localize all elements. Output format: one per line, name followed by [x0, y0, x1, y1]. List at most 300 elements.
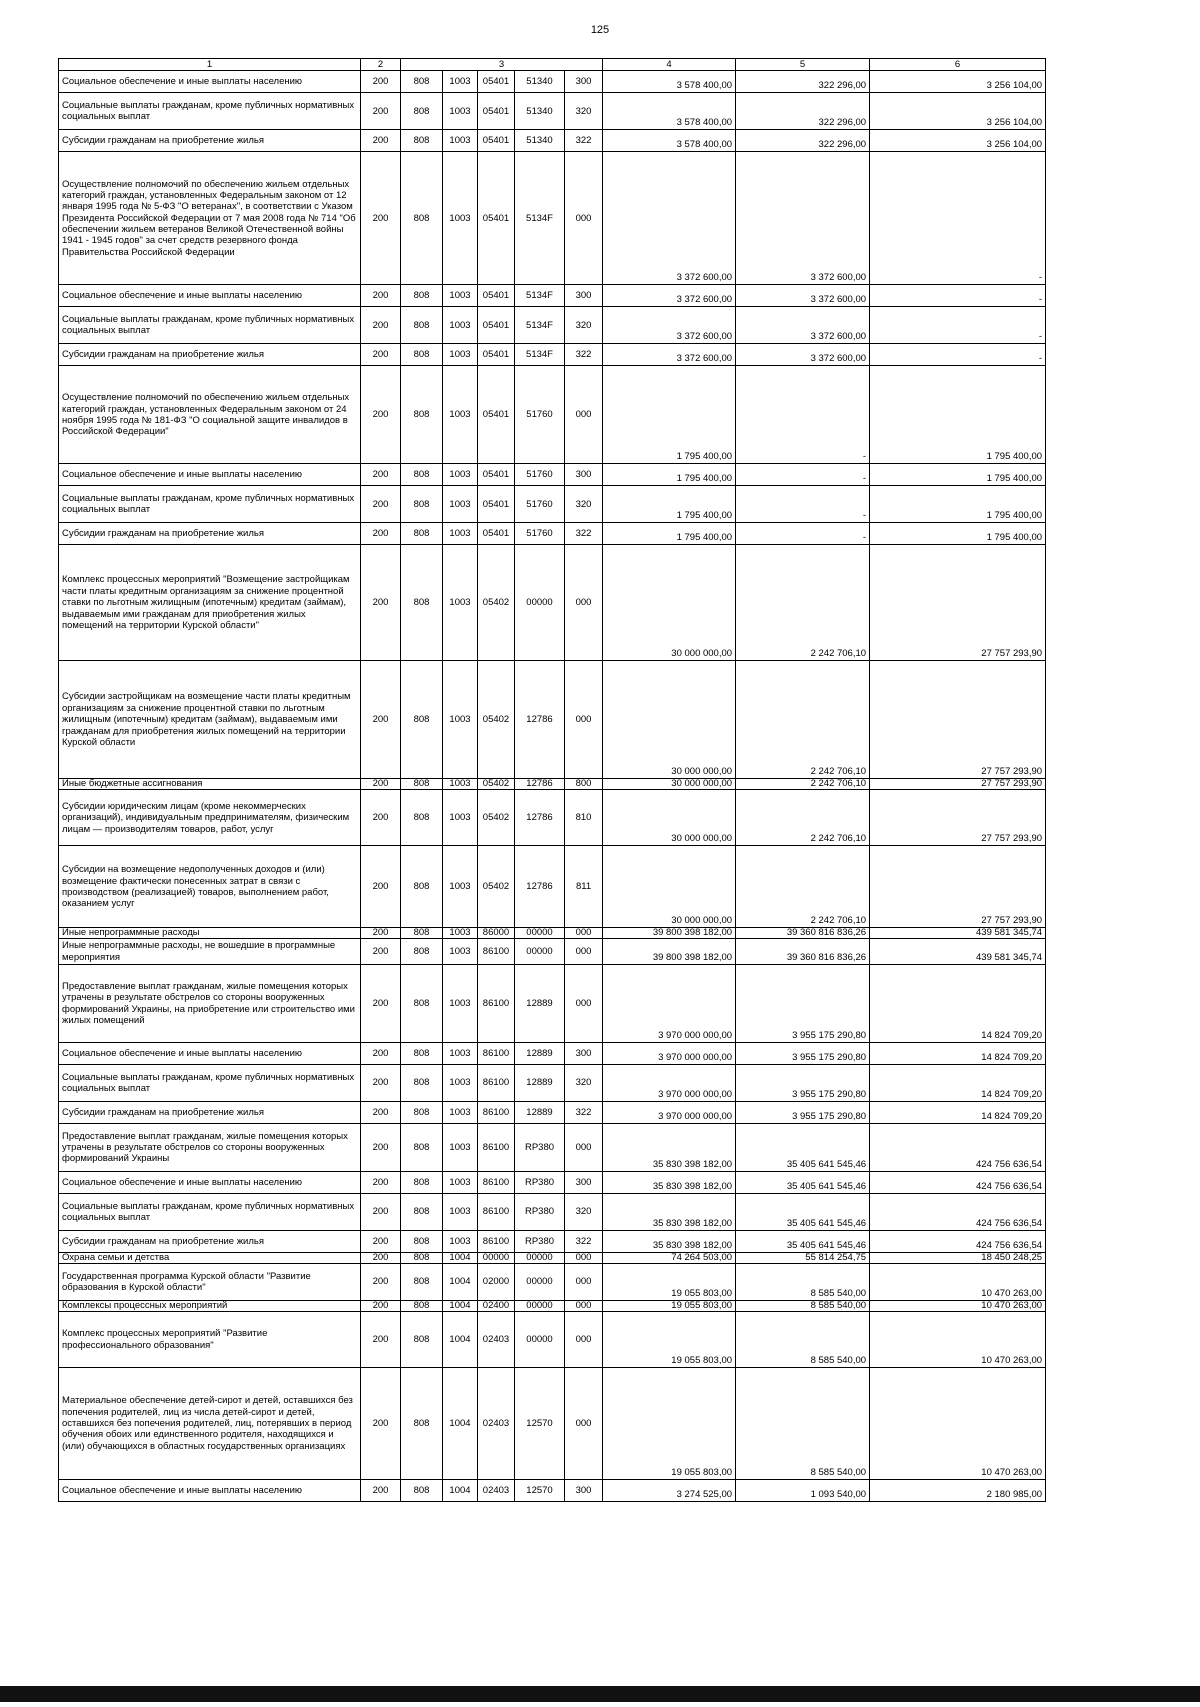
row-col-2: 200	[361, 486, 401, 523]
table-row	[59, 285, 1046, 307]
row-code-type: 000	[565, 545, 603, 661]
row-code-section: 1003	[443, 1172, 478, 1194]
header-col-4: 4	[603, 59, 736, 71]
row-code-type: 000	[565, 928, 603, 939]
row-value-4: 74 264 503,00	[603, 1253, 736, 1264]
row-code-program: 05402	[478, 661, 515, 779]
row-code-section: 1003	[443, 307, 478, 344]
row-value-4: 3 578 400,00	[603, 71, 736, 93]
row-value-4: 1 795 400,00	[603, 366, 736, 464]
row-code-section: 1003	[443, 965, 478, 1043]
row-code-admin: 808	[401, 939, 443, 965]
row-col-2: 200	[361, 1124, 401, 1172]
row-name: Социальное обеспечение и иные выплаты населению	[59, 71, 361, 93]
table-row	[59, 1172, 1046, 1194]
row-code-admin: 808	[401, 1124, 443, 1172]
row-col-2: 200	[361, 779, 401, 790]
row-name: Социальное обеспечение и иные выплаты населению	[59, 285, 361, 307]
row-value-6: 424 756 636,54	[870, 1194, 1046, 1231]
row-code-type: 000	[565, 1301, 603, 1312]
row-name: Материальное обеспечение детей-сирот и детей, оставшихся без попечения родителей, лиц из числа детей-сирот и детей, оставшихся без попечения родителей, лиц, потерявших в период обучения обоих или единственного родителя, находящихся и (или) обучающихся в областных государственных организациях	[59, 1368, 361, 1480]
table-row	[59, 523, 1046, 545]
row-code-direction: 51760	[515, 464, 565, 486]
row-code-type: 300	[565, 1480, 603, 1502]
row-col-2: 200	[361, 1102, 401, 1124]
row-value-5: 2 242 706,10	[736, 661, 870, 779]
row-code-type: 320	[565, 307, 603, 344]
row-value-5: -	[736, 486, 870, 523]
row-value-5: 3 955 175 290,80	[736, 965, 870, 1043]
table-row	[59, 1231, 1046, 1253]
table-row	[59, 130, 1046, 152]
row-value-6: 14 824 709,20	[870, 1102, 1046, 1124]
row-value-4: 19 055 803,00	[603, 1368, 736, 1480]
row-col-2: 200	[361, 464, 401, 486]
row-value-5: 2 242 706,10	[736, 545, 870, 661]
row-col-2: 200	[361, 285, 401, 307]
row-code-section: 1003	[443, 846, 478, 928]
row-col-2: 200	[361, 1231, 401, 1253]
row-value-6: -	[870, 285, 1046, 307]
header-col-6: 6	[870, 59, 1046, 71]
row-code-admin: 808	[401, 344, 443, 366]
row-code-type: 300	[565, 71, 603, 93]
row-code-type: 322	[565, 1102, 603, 1124]
row-col-2: 200	[361, 130, 401, 152]
row-code-admin: 808	[401, 1043, 443, 1065]
row-code-direction: RP380	[515, 1172, 565, 1194]
row-value-5: 322 296,00	[736, 130, 870, 152]
row-code-section: 1004	[443, 1253, 478, 1264]
row-value-6: 439 581 345,74	[870, 939, 1046, 965]
row-value-4: 35 830 398 182,00	[603, 1124, 736, 1172]
row-col-2: 200	[361, 846, 401, 928]
row-code-direction: 00000	[515, 939, 565, 965]
row-code-direction: 51340	[515, 93, 565, 130]
row-value-6: 424 756 636,54	[870, 1231, 1046, 1253]
row-code-admin: 808	[401, 779, 443, 790]
row-value-5: 3 372 600,00	[736, 307, 870, 344]
row-code-direction: 51760	[515, 486, 565, 523]
row-code-direction: 12889	[515, 1043, 565, 1065]
row-value-6: 27 757 293,90	[870, 779, 1046, 790]
table-row	[59, 152, 1046, 285]
row-value-5: 39 360 816 836,26	[736, 939, 870, 965]
row-value-4: 35 830 398 182,00	[603, 1172, 736, 1194]
table-row	[59, 486, 1046, 523]
row-code-program: 86100	[478, 1194, 515, 1231]
row-name: Иные бюджетные ассигнования	[59, 779, 361, 790]
table-row	[59, 790, 1046, 846]
row-name: Субсидии юридическим лицам (кроме некоммерческих организаций), индивидуальным предпринимателям, физическим лицам — производителям товаров, работ, услуг	[59, 790, 361, 846]
row-code-program: 02403	[478, 1312, 515, 1368]
row-value-6: 439 581 345,74	[870, 928, 1046, 939]
row-name: Субсидии гражданам на приобретение жилья	[59, 130, 361, 152]
row-code-direction: RP380	[515, 1124, 565, 1172]
row-col-2: 200	[361, 523, 401, 545]
row-code-admin: 808	[401, 1231, 443, 1253]
row-code-program: 05401	[478, 93, 515, 130]
row-code-program: 86100	[478, 1231, 515, 1253]
row-code-section: 1003	[443, 71, 478, 93]
row-code-section: 1004	[443, 1480, 478, 1502]
row-code-admin: 808	[401, 928, 443, 939]
row-code-program: 05401	[478, 71, 515, 93]
row-code-direction: 5134F	[515, 344, 565, 366]
row-code-program: 05402	[478, 790, 515, 846]
row-code-admin: 808	[401, 523, 443, 545]
row-code-section: 1003	[443, 285, 478, 307]
table-row	[59, 1194, 1046, 1231]
table-row	[59, 1264, 1046, 1301]
row-value-4: 3 970 000 000,00	[603, 1102, 736, 1124]
row-code-program: 86100	[478, 1102, 515, 1124]
row-code-program: 05402	[478, 779, 515, 790]
row-code-program: 86100	[478, 1043, 515, 1065]
row-value-6: 1 795 400,00	[870, 464, 1046, 486]
row-value-5: 3 372 600,00	[736, 344, 870, 366]
row-value-6: 27 757 293,90	[870, 790, 1046, 846]
page-number: 125	[590, 24, 610, 36]
table-row	[59, 545, 1046, 661]
row-value-5: 2 242 706,10	[736, 846, 870, 928]
table-row	[59, 1253, 1046, 1264]
row-name: Осуществление полномочий по обеспечению жильем отдельных категорий граждан, установленных Федеральным законом от 24 ноября 1995 года № 181-ФЗ "О социальной защите инвалидов в Российской Федерации"	[59, 366, 361, 464]
row-code-type: 810	[565, 790, 603, 846]
row-code-type: 320	[565, 1194, 603, 1231]
row-code-admin: 808	[401, 1172, 443, 1194]
row-name: Комплексы процессных мероприятий	[59, 1301, 361, 1312]
row-value-6: 3 256 104,00	[870, 130, 1046, 152]
table-row	[59, 1043, 1046, 1065]
row-code-admin: 808	[401, 790, 443, 846]
row-code-section: 1003	[443, 1124, 478, 1172]
row-value-4: 1 795 400,00	[603, 486, 736, 523]
table-row	[59, 965, 1046, 1043]
row-code-program: 05401	[478, 130, 515, 152]
table-row	[59, 344, 1046, 366]
row-value-5: 1 093 540,00	[736, 1480, 870, 1502]
row-value-6: -	[870, 152, 1046, 285]
row-code-admin: 808	[401, 285, 443, 307]
row-code-type: 000	[565, 1253, 603, 1264]
row-code-admin: 808	[401, 93, 443, 130]
header-col-3: 3	[401, 59, 603, 71]
row-code-program: 05401	[478, 523, 515, 545]
row-code-section: 1003	[443, 523, 478, 545]
row-code-section: 1003	[443, 1102, 478, 1124]
row-name: Иные непрограммные расходы	[59, 928, 361, 939]
row-code-section: 1003	[443, 790, 478, 846]
header-row	[59, 59, 1046, 71]
row-name: Комплекс процессных мероприятий "Развитие профессионального образования"	[59, 1312, 361, 1368]
row-name: Социальные выплаты гражданам, кроме публичных нормативных социальных выплат	[59, 1194, 361, 1231]
row-code-type: 000	[565, 1312, 603, 1368]
row-code-type: 322	[565, 523, 603, 545]
row-col-2: 200	[361, 1043, 401, 1065]
row-code-admin: 808	[401, 1480, 443, 1502]
row-code-admin: 808	[401, 846, 443, 928]
row-name: Социальное обеспечение и иные выплаты населению	[59, 1480, 361, 1502]
row-code-type: 322	[565, 344, 603, 366]
row-value-5: 2 242 706,10	[736, 779, 870, 790]
row-value-5: 3 955 175 290,80	[736, 1102, 870, 1124]
row-name: Предоставление выплат гражданам, жилые помещения которых утрачены в результате обстрелов со стороны вооруженных формирований Украины, на приобретение или строительство ими жилых помещений	[59, 965, 361, 1043]
row-code-type: 322	[565, 130, 603, 152]
row-code-direction: 00000	[515, 1264, 565, 1301]
row-code-admin: 808	[401, 464, 443, 486]
row-code-section: 1003	[443, 1231, 478, 1253]
row-value-5: 3 955 175 290,80	[736, 1065, 870, 1102]
row-code-admin: 808	[401, 1368, 443, 1480]
row-code-section: 1004	[443, 1301, 478, 1312]
table-row	[59, 366, 1046, 464]
row-name: Социальные выплаты гражданам, кроме публичных нормативных социальных выплат	[59, 1065, 361, 1102]
row-value-5: 3 372 600,00	[736, 152, 870, 285]
row-code-type: 000	[565, 661, 603, 779]
row-code-type: 300	[565, 1172, 603, 1194]
row-code-section: 1004	[443, 1312, 478, 1368]
row-code-program: 05401	[478, 344, 515, 366]
row-col-2: 200	[361, 545, 401, 661]
row-code-program: 86100	[478, 1124, 515, 1172]
row-code-direction: 51340	[515, 71, 565, 93]
table-row	[59, 1312, 1046, 1368]
row-code-section: 1003	[443, 93, 478, 130]
row-value-5: 35 405 641 545,46	[736, 1124, 870, 1172]
row-code-section: 1003	[443, 152, 478, 285]
row-value-5: 35 405 641 545,46	[736, 1194, 870, 1231]
row-code-direction: RP380	[515, 1231, 565, 1253]
row-code-program: 02403	[478, 1480, 515, 1502]
row-value-6: 1 795 400,00	[870, 523, 1046, 545]
row-code-direction: 00000	[515, 545, 565, 661]
table-row	[59, 464, 1046, 486]
row-value-4: 3 970 000 000,00	[603, 1043, 736, 1065]
row-code-admin: 808	[401, 1065, 443, 1102]
row-value-6: 1 795 400,00	[870, 486, 1046, 523]
table-row	[59, 1368, 1046, 1480]
row-name: Охрана семьи и детства	[59, 1253, 361, 1264]
row-value-5: 3 955 175 290,80	[736, 1043, 870, 1065]
row-code-section: 1003	[443, 779, 478, 790]
row-value-4: 19 055 803,00	[603, 1264, 736, 1301]
row-code-admin: 808	[401, 1102, 443, 1124]
row-code-section: 1003	[443, 366, 478, 464]
row-code-admin: 808	[401, 366, 443, 464]
row-value-5: 2 242 706,10	[736, 790, 870, 846]
table-row	[59, 1480, 1046, 1502]
row-code-type: 322	[565, 1231, 603, 1253]
row-code-type: 000	[565, 1368, 603, 1480]
row-code-type: 800	[565, 779, 603, 790]
row-name: Субсидии гражданам на приобретение жилья	[59, 523, 361, 545]
row-col-2: 200	[361, 1312, 401, 1368]
row-col-2: 200	[361, 307, 401, 344]
table-row	[59, 1124, 1046, 1172]
table-row	[59, 939, 1046, 965]
row-code-direction: 51760	[515, 366, 565, 464]
row-code-direction: 12786	[515, 790, 565, 846]
budget-table-body	[59, 59, 1046, 1502]
row-col-2: 200	[361, 965, 401, 1043]
row-value-4: 1 795 400,00	[603, 464, 736, 486]
row-value-6: 27 757 293,90	[870, 846, 1046, 928]
row-value-4: 19 055 803,00	[603, 1301, 736, 1312]
row-code-program: 05401	[478, 366, 515, 464]
row-code-program: 05401	[478, 152, 515, 285]
header-col-1: 1	[59, 59, 361, 71]
row-code-admin: 808	[401, 152, 443, 285]
row-value-4: 35 830 398 182,00	[603, 1231, 736, 1253]
row-value-6: 14 824 709,20	[870, 965, 1046, 1043]
row-code-type: 320	[565, 486, 603, 523]
row-col-2: 200	[361, 93, 401, 130]
row-value-6: -	[870, 307, 1046, 344]
table-row	[59, 928, 1046, 939]
row-value-6: 10 470 263,00	[870, 1301, 1046, 1312]
row-code-admin: 808	[401, 965, 443, 1043]
table-row	[59, 1065, 1046, 1102]
row-value-4: 3 970 000 000,00	[603, 965, 736, 1043]
row-code-admin: 808	[401, 1194, 443, 1231]
row-name: Социальные выплаты гражданам, кроме публичных нормативных социальных выплат	[59, 307, 361, 344]
row-value-5: -	[736, 366, 870, 464]
row-code-program: 05402	[478, 846, 515, 928]
row-code-program: 86100	[478, 1065, 515, 1102]
row-code-direction: 00000	[515, 1312, 565, 1368]
row-code-section: 1003	[443, 545, 478, 661]
row-col-2: 200	[361, 790, 401, 846]
row-value-4: 3 578 400,00	[603, 93, 736, 130]
row-value-6: 27 757 293,90	[870, 661, 1046, 779]
row-code-program: 02403	[478, 1368, 515, 1480]
row-value-5: 35 405 641 545,46	[736, 1231, 870, 1253]
row-col-2: 200	[361, 939, 401, 965]
row-code-direction: 00000	[515, 928, 565, 939]
row-code-section: 1003	[443, 344, 478, 366]
table-row	[59, 1102, 1046, 1124]
row-code-direction: 12570	[515, 1480, 565, 1502]
row-code-type: 000	[565, 1264, 603, 1301]
row-code-section: 1003	[443, 464, 478, 486]
row-code-type: 300	[565, 285, 603, 307]
row-code-direction: 00000	[515, 1301, 565, 1312]
row-code-direction: RP380	[515, 1194, 565, 1231]
row-value-4: 30 000 000,00	[603, 846, 736, 928]
row-code-type: 300	[565, 1043, 603, 1065]
row-name: Предоставление выплат гражданам, жилые помещения которых утрачены в результате обстрелов со стороны вооруженных формирований Украины	[59, 1124, 361, 1172]
row-code-type: 000	[565, 1124, 603, 1172]
row-value-4: 30 000 000,00	[603, 790, 736, 846]
row-value-5: 322 296,00	[736, 93, 870, 130]
row-code-program: 86100	[478, 939, 515, 965]
row-value-4: 3 372 600,00	[603, 152, 736, 285]
row-name: Субсидии гражданам на приобретение жилья	[59, 344, 361, 366]
row-code-type: 811	[565, 846, 603, 928]
table-row	[59, 846, 1046, 928]
row-code-admin: 808	[401, 486, 443, 523]
row-code-program: 05401	[478, 285, 515, 307]
row-value-6: 14 824 709,20	[870, 1065, 1046, 1102]
row-code-program: 86100	[478, 965, 515, 1043]
row-code-direction: 12570	[515, 1368, 565, 1480]
table-row	[59, 661, 1046, 779]
row-code-direction: 5134F	[515, 307, 565, 344]
row-name: Иные непрограммные расходы, не вошедшие в программные мероприятия	[59, 939, 361, 965]
row-code-section: 1004	[443, 1264, 478, 1301]
row-value-4: 3 970 000 000,00	[603, 1065, 736, 1102]
row-col-2: 200	[361, 366, 401, 464]
row-name: Комплекс процессных мероприятий "Возмещение застройщикам части платы кредитным организациям за снижение процентной ставки по льготным жилищным (ипотечным) кредитам (займам), выдаваемым ими гражданам для приобретения жилых помещений на территории Курской области"	[59, 545, 361, 661]
row-code-program: 86100	[478, 1172, 515, 1194]
row-value-4: 3 372 600,00	[603, 344, 736, 366]
row-code-section: 1003	[443, 939, 478, 965]
row-code-section: 1003	[443, 130, 478, 152]
header-col-2: 2	[361, 59, 401, 71]
row-value-6: 1 795 400,00	[870, 366, 1046, 464]
row-value-4: 3 372 600,00	[603, 307, 736, 344]
row-code-direction: 12786	[515, 661, 565, 779]
table-row	[59, 779, 1046, 790]
row-value-6: 18 450 248,25	[870, 1253, 1046, 1264]
row-code-type: 300	[565, 464, 603, 486]
row-code-type: 000	[565, 965, 603, 1043]
row-code-direction: 5134F	[515, 152, 565, 285]
row-value-6: -	[870, 344, 1046, 366]
row-code-section: 1003	[443, 1194, 478, 1231]
row-col-2: 200	[361, 344, 401, 366]
row-value-5: 8 585 540,00	[736, 1368, 870, 1480]
table-row	[59, 307, 1046, 344]
row-name: Субсидии гражданам на приобретение жилья	[59, 1231, 361, 1253]
row-value-6: 14 824 709,20	[870, 1043, 1046, 1065]
row-value-6: 27 757 293,90	[870, 545, 1046, 661]
row-name: Осуществление полномочий по обеспечению жильем отдельных категорий граждан, установленных Федеральным законом от 12 января 1995 года № 5-ФЗ "О ветеранах", в соответствии с Указом Президента Российской Федерации от 7 мая 2008 года № 714 "Об обеспечении жильем ветеранов Великой Отечественной войны 1941 - 1945 годов" за счет средств резервного фонда Правительства Российской Федерации	[59, 152, 361, 285]
row-col-2: 200	[361, 661, 401, 779]
row-name: Государственная программа Курской области "Развитие образования в Курской области"	[59, 1264, 361, 1301]
row-code-program: 05401	[478, 307, 515, 344]
row-code-direction: 12786	[515, 779, 565, 790]
row-code-direction: 12786	[515, 846, 565, 928]
row-value-4: 35 830 398 182,00	[603, 1194, 736, 1231]
row-code-program: 02000	[478, 1264, 515, 1301]
row-col-2: 200	[361, 1264, 401, 1301]
budget-table	[58, 58, 1046, 1502]
row-code-direction: 5134F	[515, 285, 565, 307]
row-code-section: 1003	[443, 486, 478, 523]
row-code-program: 86000	[478, 928, 515, 939]
row-value-6: 10 470 263,00	[870, 1312, 1046, 1368]
row-code-program: 05402	[478, 545, 515, 661]
row-code-type: 320	[565, 1065, 603, 1102]
scan-edge-bar	[0, 1686, 1200, 1702]
row-value-4: 30 000 000,00	[603, 779, 736, 790]
row-value-4: 3 274 525,00	[603, 1480, 736, 1502]
row-name: Субсидии на возмещение недополученных доходов и (или) возмещение фактически понесенных затрат в связи с производством (реализацией) товаров, выполнением работ, оказанием услуг	[59, 846, 361, 928]
row-code-admin: 808	[401, 545, 443, 661]
row-value-4: 3 578 400,00	[603, 130, 736, 152]
row-name: Субсидии гражданам на приобретение жилья	[59, 1102, 361, 1124]
row-value-5: 39 360 816 836,26	[736, 928, 870, 939]
row-code-section: 1003	[443, 928, 478, 939]
row-value-5: 55 814 254,75	[736, 1253, 870, 1264]
row-code-type: 000	[565, 366, 603, 464]
row-code-program: 05401	[478, 464, 515, 486]
row-name: Социальные выплаты гражданам, кроме публичных нормативных социальных выплат	[59, 486, 361, 523]
row-code-section: 1003	[443, 1043, 478, 1065]
row-col-2: 200	[361, 928, 401, 939]
